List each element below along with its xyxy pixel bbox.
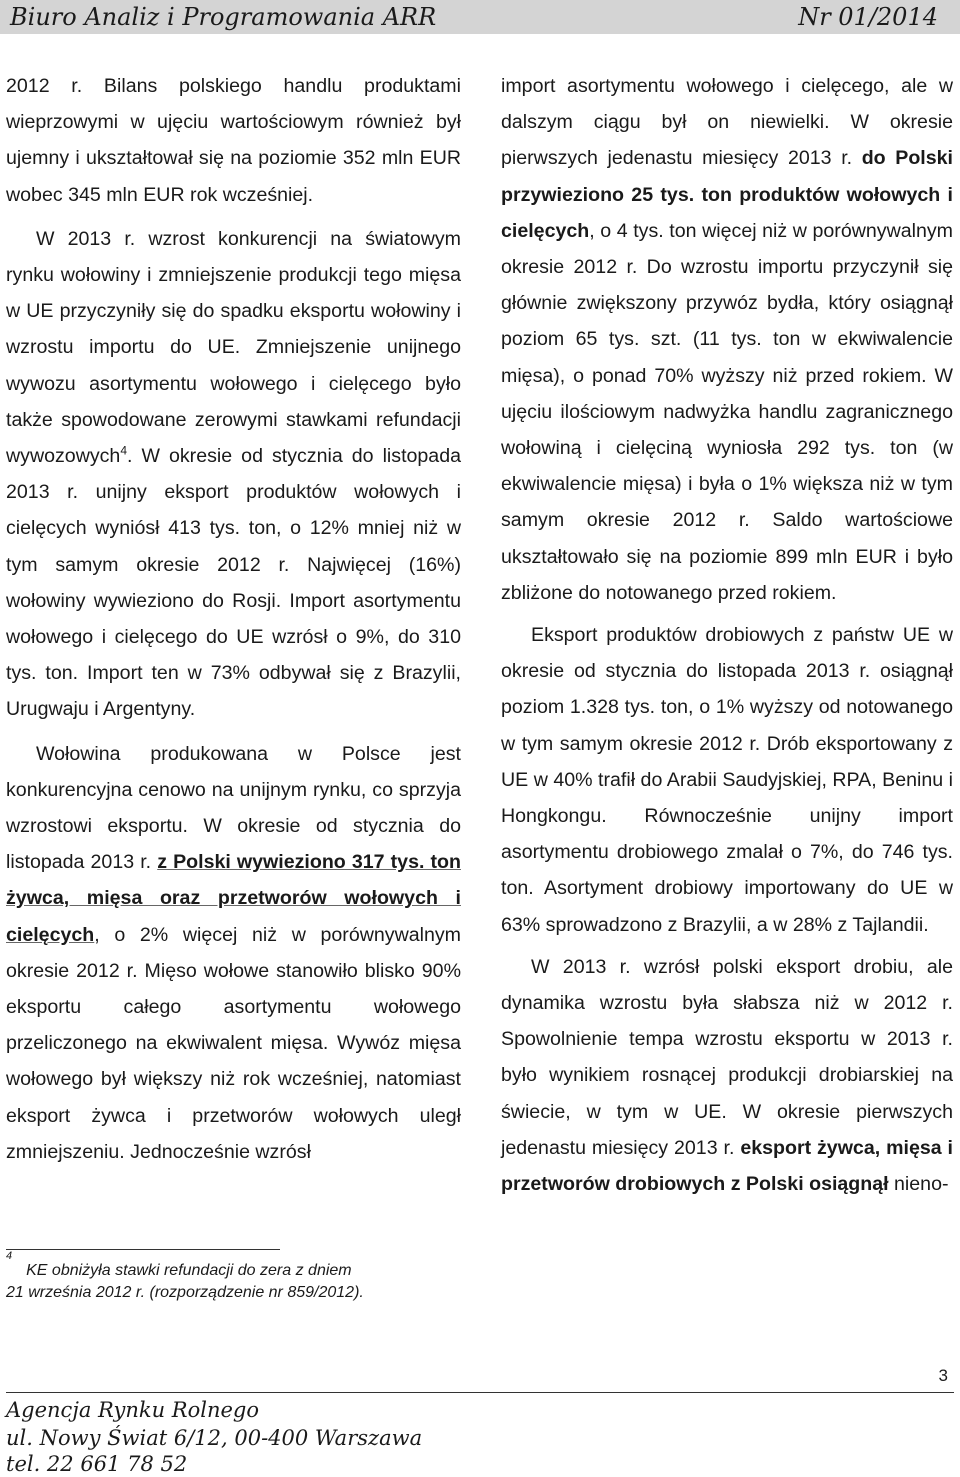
page-number: 3: [938, 1366, 948, 1385]
left-paragraph-3-text-c: , o 2% więcej niż w porównywalnym okresie 2012 r. Mięso wołowe stanowiło blisko 90% eksportu całego asortymentu wołowego przeliczonego na ekwiwalent mięsa. Wywóz mięsa wołowego był większy niż rok wcześniej, natomiast eksport żywca i przetworów wołowych uległ zmniejszeniu. Jednocześnie wzrósł: [6, 923, 461, 1163]
left-paragraph-3-text-a: Wołowina produkowana w Polsce jest konkurencyjna cenowo na unijnym rynku, co sprzyja wzrostowi eksportu. W okresie od stycznia do listopada 2013 r.: [6, 742, 461, 874]
left-paragraph-2-text-a: W 2013 r. wzrost konkurencji na światowym rynku wołowiny i zmniejszenie produkcji tego mięsa w UE przyczyniły się do spadku eksportu wołowiny i wzrostu importu do UE. Zmniejszenie unijnego wywozu asortymentu wołowego i cielęcego było także spowodowane zerowymi stawkami refundacji wywozowych: [6, 227, 461, 468]
footnote-reference: 4: [120, 443, 128, 458]
right-paragraph-1-bold: do Polski przywieziono 25 tys. ton produktów wołowych i cielęcych: [501, 147, 953, 242]
footnote-divider: [6, 1249, 280, 1250]
footnote-line-2: 21 września 2012 r. (rozporządzenie nr 859/2012).: [6, 1284, 364, 1301]
footnote-line-1: KE obniżyła stawki refundacji do zera z dniem: [26, 1262, 352, 1279]
left-paragraph-2: [6, 221, 461, 728]
left-paragraph-2-text-b: . W okresie od stycznia do listopada 2013 r. unijny eksport produktów wołowych i cielęcych wyniósł 413 tys. ton, o 12% mniej niż w tym samym okresie 2012 r. Najwięcej (16%) wołowiny wywieziono do Rosji. Import asortymentu wołowego i cielęcego do UE wzrósł o 9%, do 310 tys. ton. Import ten w 73% odbywał się z Brazylii, Urugwaju i Argentyny.: [6, 445, 461, 721]
page-header: [0, 0, 960, 34]
footnote-mark: 4: [6, 1250, 13, 1262]
footer-phone: tel. 22 661 78 52: [6, 1452, 188, 1476]
right-paragraph-3-text-c: nieno-: [888, 1173, 949, 1196]
header-issue: Nr 01/2014: [798, 3, 938, 31]
left-column: [6, 68, 461, 1170]
right-paragraph-1: [501, 68, 953, 611]
footer-divider: [6, 1392, 954, 1393]
left-paragraph-3: [6, 736, 461, 1170]
right-paragraph-2: Eksport produktów drobiowych z państw UE w okresie od stycznia do listopada 2013 r. osiągnął poziom 1.328 tys. ton, o 1% wyższy od notowanego w tym samym okresie 2012 r. Drób eksportowany z UE w 40% trafił do Arabii Saudyjskiej, RPA, Beninu i Hongkongu. Równocześnie unijny import asortymentu drobiowego zmalał o 7%, do 746 tys. ton. Asortyment drobiowy importowany do UE w 63% sprowadzono z Brazylii, a w 28% z Tajlandii.: [501, 624, 953, 936]
left-paragraph-1: 2012 r. Bilans polskiego handlu produktami wieprzowymi w ujęciu wartościowym również był ujemny i ukształtował się na poziomie 352 mln EUR wobec 345 mln EUR rok wcześniej.: [6, 75, 461, 206]
header-title: Biuro Analiz i Programowania ARR: [10, 3, 437, 31]
footer-organization: Agencja Rynku Rolnego: [6, 1398, 259, 1422]
left-paragraph-3-bold: z Polski wywieziono 317 tys. ton żywca, mięsa oraz przetworów wołowych i cielęcych: [6, 851, 461, 946]
right-paragraph-3-text-a: W 2013 r. wzrósł polski eksport drobiu, ale dynamika wzrostu była słabsza niż w 2012 r. Spowolnienie tempa wzrostu eksportu w 2013 r. było wynikiem rosnącej produkcji drobiarskiej na świecie, w tym w UE. W okresie pierwszych jedenastu miesięcy 2013 r.: [501, 955, 953, 1159]
right-paragraph-3-bold: eksport żywca, mięsa i przetworów drobiowych z Polski osiągnął: [501, 1136, 953, 1196]
right-paragraph-1-text-c: , o 4 tys. ton więcej niż w porównywalnym okresie 2012 r. Do wzrostu importu przyczynił się głównie zwiększony przywóz bydła, który osiągnął poziom 65 tys. szt. (11 tys. ton w ekwiwalencie mięsa), o ponad 70% wyższy niż przed rokiem. W ujęciu ilościowym nadwyżka handlu zagranicznego wołowiną i cielęciną wyniosła 292 tys. ton (w ekwiwalencie mięsa) i była o 1% większa niż w tym samym okresie 2012 r. Saldo wartościowe ukształtowało się na poziomie 899 mln EUR i było zbliżone do notowanego przed rokiem.: [501, 219, 953, 604]
right-paragraph-1-text-a: import asortymentu wołowego i cielęcego, ale w dalszym ciągu był on niewielki. W okresie pierwszych jedenastu miesięcy 2013 r.: [501, 75, 953, 170]
right-paragraph-3: [501, 949, 953, 1202]
footnote: [6, 1250, 461, 1304]
footer-address: ul. Nowy Świat 6/12, 00-400 Warszawa: [6, 1426, 423, 1450]
right-column: [501, 68, 953, 1202]
